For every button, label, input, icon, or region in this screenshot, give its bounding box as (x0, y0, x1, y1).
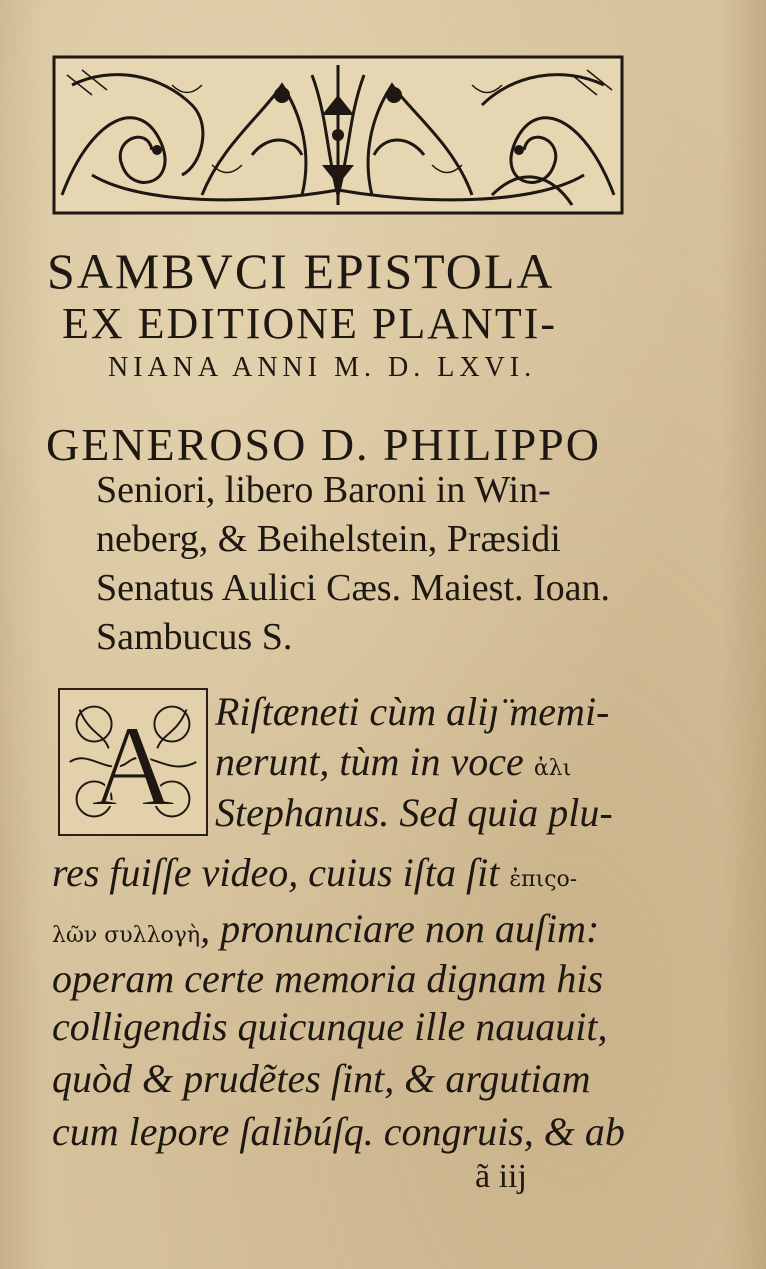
dedication-line-1: Seniori, libero Baroni in Win- (96, 469, 551, 511)
signature-mark: ã iij (475, 1158, 527, 1195)
dedication-heading: GENEROSO D. PHILIPPO (46, 419, 601, 470)
dedication-line-3: Senatus Aulici Cæs. Maiest. Ioan. (96, 567, 611, 609)
greek-phrase: λῶν συλλογὴ (52, 923, 201, 948)
dedication-line-4: Sambucus S. (96, 616, 293, 658)
title-line-2: EX EDITIONE PLANTI- (62, 299, 557, 348)
body-line-5-text: , pronunciare non auſim: (200, 906, 600, 951)
body-line-4-text: res fuiſſe video, cuius iſta ſit (52, 850, 510, 895)
dedication-line-2: neberg, & Beihelstein, Præsidi (96, 518, 561, 560)
greek-word: ἀλι (533, 756, 572, 781)
decorated-initial (58, 688, 208, 836)
woodcut-headpiece (52, 55, 624, 215)
body-line-4 (52, 849, 577, 896)
initial-letter: A (90, 701, 176, 831)
body-line-2 (215, 738, 571, 785)
body-line-8: quòd & prudẽtes ſint, & argutiam (52, 1056, 591, 1101)
body-line-6: operam certe memoria dignam his (52, 956, 604, 1001)
body-line-7: colligendis quicunque ille nauauit, (52, 1004, 608, 1049)
body-line-5 (52, 905, 599, 952)
title-line-1: SAMBVCI EPISTOLA (47, 243, 555, 299)
body-line-9: cum lepore ſalibúſq. congruis, & ab (52, 1109, 625, 1154)
greek-word: ἐπιςο- (509, 867, 578, 892)
body-line-1: Riſtæneti cùm aliȷ̈ memi- (215, 689, 610, 734)
body-line-2-text: nerunt, tùm in voce (215, 739, 534, 784)
title-line-3: NIANA ANNI M. D. LXVI. (108, 352, 537, 383)
body-line-3: Stephanus. Sed quia plu- (215, 790, 613, 835)
